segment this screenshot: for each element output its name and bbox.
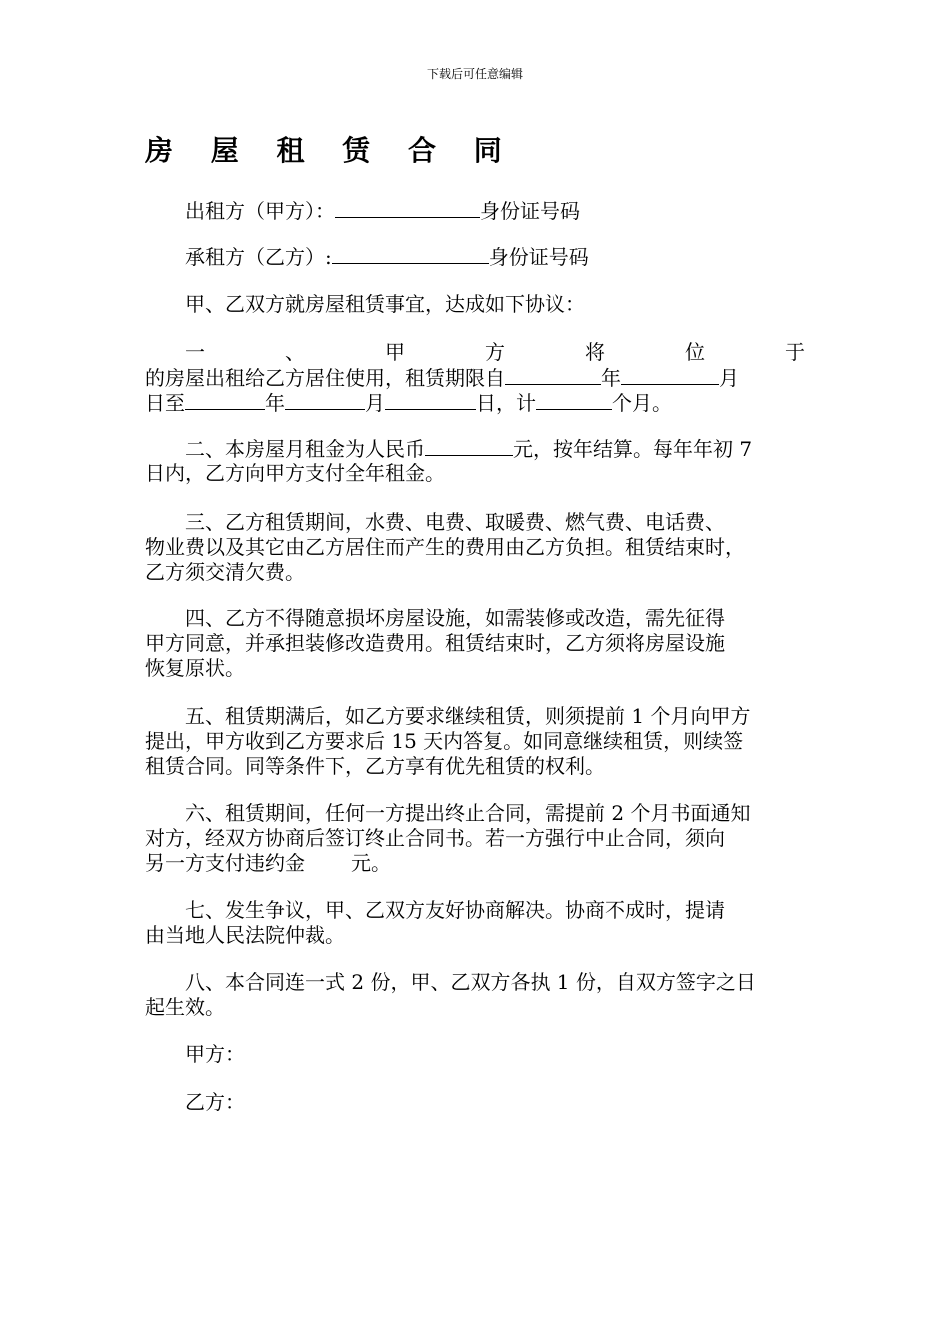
- clause4-line2: 甲方同意，并承担装修改造费用。租赁结束时，乙方须将房屋设施: [145, 631, 725, 655]
- lessee-name-blank: [332, 244, 489, 264]
- clause2-text: 元，按年结算。每年年初 7: [513, 437, 753, 461]
- end-year-blank: [185, 390, 265, 410]
- clause2-line2: 日内，乙方向甲方支付全年租金。: [145, 461, 445, 485]
- start-month-blank: [621, 365, 719, 385]
- clause7-line1: 七、发生争议，甲、乙双方友好协商解决。协商不成时，提请: [185, 898, 725, 922]
- lessor-line: [145, 198, 845, 223]
- lessor-id-label: 身份证号码: [480, 199, 580, 223]
- clause1-char: 、: [285, 340, 305, 364]
- end-day-blank: [385, 390, 476, 410]
- clause1-char: 于: [785, 340, 805, 364]
- clause1-text: 月: [365, 391, 385, 415]
- clause3-line3: 乙方须交清欠费。: [145, 560, 305, 584]
- clause6-line1: 六、租赁期间，任何一方提出终止合同，需提前 2 个月书面通知: [185, 801, 751, 825]
- clause5-line3: 租赁合同。同等条件下，乙方享有优先租赁的权利。: [145, 754, 605, 778]
- clause1-char: 将: [585, 340, 605, 364]
- clause3-line1: 三、乙方租赁期间，水费、电费、取暖费、燃气费、电话费、: [185, 510, 725, 534]
- clause6-line2: 对方，经双方协商后签订终止合同书。若一方强行中止合同，须向: [145, 826, 725, 850]
- clause3-line2: 物业费以及其它由乙方居住而产生的费用由乙方负担。租赁结束时，: [145, 535, 745, 559]
- rent-amount-blank: [425, 436, 513, 456]
- clause4-line3: 恢复原状。: [145, 656, 245, 680]
- clause1-text: 年: [265, 391, 285, 415]
- clause1-text: 的房屋出租给乙方居住使用，租赁期限自: [145, 366, 505, 390]
- months-blank: [536, 390, 612, 410]
- clause1-char: 位: [685, 340, 705, 364]
- contract-title: 房 屋 租 赁 合 同: [145, 134, 516, 167]
- clause1-text: 日，计: [476, 391, 536, 415]
- clause1-text: 年: [601, 366, 621, 390]
- clause7-line2: 由当地人民法院仲裁。: [145, 923, 345, 947]
- clause1-char: 甲: [385, 340, 405, 364]
- lessee-line: [145, 244, 845, 269]
- clause8-line1: 八、本合同连一式 2 份，甲、乙双方各执 1 份，自双方签字之日: [185, 970, 756, 994]
- clause2-line1: [145, 436, 845, 461]
- intro-line: 甲、乙双方就房屋租赁事宜，达成如下协议：: [185, 292, 585, 316]
- end-month-blank: [285, 390, 365, 410]
- clause1-line3: [145, 390, 805, 415]
- clause1-line1: [145, 340, 805, 364]
- lessor-label: 出租方（甲方）：: [185, 199, 335, 223]
- clause1-char: 一: [185, 340, 205, 364]
- clause1-text: 月: [719, 366, 739, 390]
- clause6-text: 另一方支付违约金: [145, 851, 305, 875]
- page-header: 下载后可任意编辑: [426, 67, 523, 81]
- lessee-label: 承租方（乙方）:: [185, 245, 332, 269]
- party-a-signature: 甲方：: [185, 1042, 245, 1066]
- lessor-name-blank: [335, 198, 480, 218]
- clause6-text: 元。: [351, 851, 391, 875]
- clause2-text: 二、本房屋月租金为人民币: [185, 437, 425, 461]
- party-b-signature: 乙方：: [185, 1090, 245, 1114]
- clause1-line2: [145, 365, 805, 390]
- clause4-line1: 四、乙方不得随意损坏房屋设施，如需装修或改造，需先征得: [185, 606, 725, 630]
- clause1-char: 方: [485, 340, 505, 364]
- clause6-line3: [145, 851, 805, 875]
- start-year-blank: [505, 365, 601, 385]
- clause5-line1: 五、租赁期满后，如乙方要求继续租赁，则须提前 1 个月向甲方: [185, 704, 751, 728]
- clause8-line2: 起生效。: [145, 995, 225, 1019]
- clause1-text: 日至: [145, 391, 185, 415]
- lessee-id-label: 身份证号码: [488, 245, 589, 269]
- clause1-text: 个月。: [612, 391, 672, 415]
- clause5-line2: 提出，甲方收到乙方要求后 15 天内答复。如同意继续租赁，则续签: [145, 729, 744, 753]
